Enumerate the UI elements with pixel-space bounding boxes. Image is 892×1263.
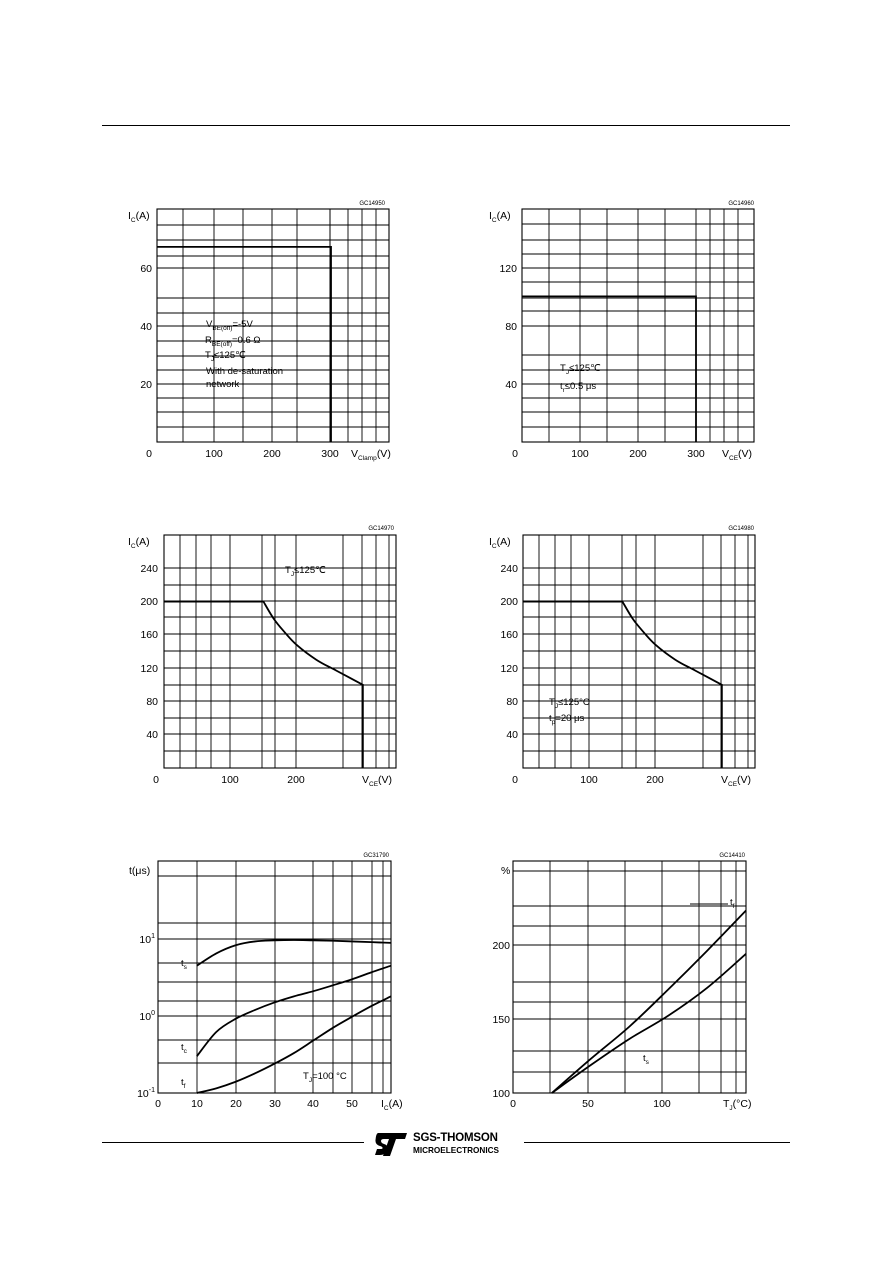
- chart-code: GC14410: [719, 853, 745, 859]
- annotation-main: With de-saturation: [206, 366, 284, 377]
- x-axis-label-sub: C: [383, 1105, 389, 1112]
- x-tick-label: 100: [571, 448, 589, 460]
- annotation: [549, 713, 584, 726]
- annotation-main: t: [560, 381, 563, 392]
- x-axis-label-rest: (V): [378, 774, 393, 786]
- footer-divider-left: [102, 1142, 364, 1143]
- annotation-main: T: [205, 350, 211, 361]
- y-tick-label: [139, 933, 155, 946]
- y-tick-label: 120: [140, 663, 158, 675]
- y-tick-label: 80: [505, 321, 517, 333]
- y-axis-label: [489, 536, 511, 550]
- x-tick-label: 200: [263, 448, 281, 460]
- y-tick-label: [139, 1010, 155, 1023]
- footer-logo: [372, 1130, 522, 1160]
- y-axis-label-main: t(μs): [129, 865, 151, 877]
- chart-code: GC14970: [368, 526, 394, 532]
- y-axis-label-main: I: [128, 210, 131, 222]
- x-tick-label: 100: [205, 448, 223, 460]
- series-label-sub: f: [732, 903, 735, 910]
- series-label-sub: s: [183, 964, 187, 971]
- annotation-main: T: [303, 1071, 309, 1082]
- y-tick-label: 120: [500, 663, 518, 675]
- y-tick-label: 120: [499, 263, 517, 275]
- series-label-main: t: [181, 1077, 184, 1088]
- y-axis-label-sub: C: [130, 217, 136, 224]
- x-axis-label-rest: (V): [738, 448, 753, 460]
- series-line: [522, 296, 696, 442]
- series-label: [181, 1077, 186, 1090]
- y-axis-label: [489, 210, 511, 224]
- series-label-sub: f: [183, 1083, 186, 1090]
- annotation-main: network: [206, 379, 240, 390]
- annotation: [206, 366, 283, 377]
- x-axis-label-sub: CE: [729, 455, 739, 462]
- y-axis-label-rest: (A): [135, 210, 150, 222]
- x-axis-label-rest: (°C): [732, 1098, 752, 1110]
- brand-division: MICROELECTRONICS: [413, 1146, 499, 1155]
- y-tick-label: 240: [500, 563, 518, 575]
- y-tick-label: 80: [506, 696, 518, 708]
- annotation-main: V: [206, 319, 213, 330]
- x-axis-label-sub: Clamp: [358, 455, 377, 462]
- annotation: [560, 381, 596, 394]
- x-axis-label-sub: CE: [369, 781, 379, 788]
- y-axis-label-sub: C: [130, 543, 136, 550]
- y-tick-base: 10: [137, 1088, 149, 1100]
- x-tick-label: 300: [687, 448, 705, 460]
- annotation-main: T: [560, 363, 566, 374]
- x-tick-label: 0: [510, 1098, 516, 1110]
- x-tick-label: 50: [346, 1098, 358, 1110]
- x-axis-label-main: V: [721, 774, 729, 786]
- annotation-sub: r: [562, 387, 565, 394]
- series-label: [181, 958, 188, 971]
- x-tick-label: 300: [321, 448, 339, 460]
- y-tick-label: 40: [140, 321, 152, 333]
- y-tick-label: 40: [506, 729, 518, 741]
- x-tick-label: 40: [307, 1098, 319, 1110]
- annotation-rest: =20 μs: [555, 713, 585, 724]
- y-axis-label-main: %: [501, 865, 511, 877]
- series-label-main: t: [181, 1042, 184, 1053]
- series-label: [643, 1053, 650, 1066]
- y-tick-label: 200: [500, 596, 518, 608]
- x-tick-label: 0: [153, 774, 159, 786]
- y-tick-label: [137, 1087, 155, 1100]
- annotation-main: t: [549, 713, 552, 724]
- series-label: [730, 897, 735, 910]
- annotation-sub: p: [551, 719, 556, 726]
- y-tick-exp: 0: [151, 1010, 155, 1017]
- annotation-rest: =-5V: [232, 319, 253, 330]
- annotation-sub: J: [554, 703, 559, 710]
- series-label-main: t: [181, 958, 184, 969]
- x-tick-label: 0: [146, 448, 152, 460]
- y-tick-base: 10: [139, 934, 152, 946]
- y-tick-label: 240: [140, 563, 158, 575]
- x-axis-label: [721, 774, 751, 788]
- chart-code: GC14960: [728, 201, 754, 207]
- x-axis-label-main: V: [362, 774, 370, 786]
- x-tick-label: 30: [269, 1098, 281, 1110]
- plot-frame: [164, 535, 396, 768]
- annotation-rest: ≤125℃: [294, 565, 326, 576]
- annotation-rest: ≤0.5 μs: [564, 381, 597, 392]
- annotation: [285, 565, 326, 578]
- series-line: [197, 940, 391, 966]
- plot-frame: [513, 861, 746, 1093]
- series-label-main: t: [643, 1053, 646, 1064]
- y-axis-label-rest: (A): [496, 536, 511, 548]
- x-axis-label-rest: (V): [737, 774, 752, 786]
- x-tick-label: 100: [580, 774, 598, 786]
- x-tick-label: 100: [653, 1098, 671, 1110]
- series-label: [181, 1042, 188, 1055]
- annotation-rest: ≤125℃: [569, 363, 601, 374]
- x-axis-label-main: I: [381, 1098, 384, 1110]
- y-axis-label: [128, 210, 150, 224]
- x-tick-label: 200: [646, 774, 664, 786]
- annotation: [303, 1071, 347, 1084]
- y-axis-label-sub: C: [491, 543, 497, 550]
- y-axis-label: [129, 865, 150, 877]
- plot-frame: [523, 535, 755, 768]
- y-axis-label-main: I: [489, 536, 492, 548]
- chart-code: GC14980: [728, 526, 754, 532]
- y-tick-label: 200: [492, 940, 510, 952]
- annotation-sub: BE(off): [211, 341, 232, 348]
- y-tick-label: 150: [492, 1014, 510, 1026]
- annotation-sub: J: [210, 356, 215, 363]
- x-axis-label-main: T: [723, 1098, 730, 1110]
- x-tick-label: 0: [512, 448, 518, 460]
- annotation: [205, 350, 246, 363]
- annotation-sub: J: [290, 571, 295, 578]
- brand-name: SGS-THOMSON: [413, 1132, 498, 1144]
- chart-6: [492, 853, 751, 1112]
- x-axis-label: [381, 1098, 403, 1112]
- y-axis-label-main: I: [128, 536, 131, 548]
- y-tick-label: 60: [140, 263, 152, 275]
- y-tick-exp: -1: [148, 1087, 155, 1094]
- x-tick-label: 100: [221, 774, 239, 786]
- y-axis-label-rest: (A): [496, 210, 511, 222]
- annotation-sub: BE(off): [212, 325, 233, 332]
- chart-code: GC31790: [363, 853, 389, 859]
- annotation-rest: =0.6 Ω: [231, 335, 261, 346]
- x-tick-label: 0: [512, 774, 518, 786]
- annotation-main: T: [285, 565, 291, 576]
- y-axis-label-sub: C: [491, 217, 497, 224]
- annotation-main: T: [549, 697, 555, 708]
- annotation-main: R: [205, 335, 212, 346]
- chart-5: [129, 853, 403, 1112]
- y-tick-label: 20: [140, 379, 152, 391]
- y-axis-label-main: I: [489, 210, 492, 222]
- annotation: [205, 335, 260, 348]
- x-axis-label-main: V: [722, 448, 730, 460]
- y-axis-label: [501, 865, 510, 877]
- series-line: [197, 996, 391, 1093]
- x-axis-label: [362, 774, 392, 788]
- annotation-rest: ≤125°C: [558, 697, 590, 708]
- y-tick-label: 160: [140, 629, 158, 641]
- chart-3: [128, 526, 396, 788]
- y-tick-label: 40: [505, 379, 517, 391]
- series-label-sub: s: [645, 1059, 649, 1066]
- x-axis-label-rest: (A): [388, 1098, 403, 1110]
- y-tick-label: 80: [146, 696, 158, 708]
- annotation: [560, 363, 601, 376]
- annotation-sub: J: [565, 369, 570, 376]
- chart-2: [489, 201, 755, 462]
- series-label-main: t: [730, 897, 733, 908]
- y-tick-exp: 1: [151, 933, 155, 940]
- x-tick-label: 20: [230, 1098, 242, 1110]
- x-tick-label: 50: [582, 1098, 594, 1110]
- annotation-sub: J: [308, 1077, 313, 1084]
- series-label-sub: c: [183, 1048, 187, 1055]
- x-axis-label: [722, 448, 752, 462]
- x-axis-label-sub: J: [729, 1105, 733, 1112]
- x-axis-label: [723, 1098, 751, 1112]
- x-tick-label: 10: [191, 1098, 203, 1110]
- y-axis-label-rest: (A): [135, 536, 150, 548]
- x-tick-label: 0: [155, 1098, 161, 1110]
- y-axis-label: [128, 536, 150, 550]
- chart-code: GC14950: [359, 201, 385, 207]
- annotation: [206, 379, 240, 390]
- y-tick-label: 40: [146, 729, 158, 741]
- x-axis-label-main: V: [351, 448, 359, 460]
- x-axis-label: [351, 448, 391, 462]
- annotation: [206, 319, 253, 332]
- x-tick-label: 200: [287, 774, 305, 786]
- y-tick-base: 10: [139, 1011, 152, 1023]
- st-logo-icon: [374, 1131, 408, 1157]
- plot-frame: [157, 209, 389, 442]
- annotation-rest: =100 °C: [312, 1071, 347, 1082]
- y-tick-label: 200: [140, 596, 158, 608]
- y-tick-label: 160: [500, 629, 518, 641]
- x-tick-label: 200: [629, 448, 647, 460]
- chart-1: [128, 201, 391, 462]
- annotation-rest: ≤125℃: [214, 350, 246, 361]
- x-axis-label-rest: (V): [376, 448, 391, 460]
- chart-4: [489, 526, 755, 788]
- x-axis-label-sub: CE: [728, 781, 738, 788]
- footer-divider-right: [524, 1142, 790, 1143]
- y-tick-label: 100: [492, 1088, 510, 1100]
